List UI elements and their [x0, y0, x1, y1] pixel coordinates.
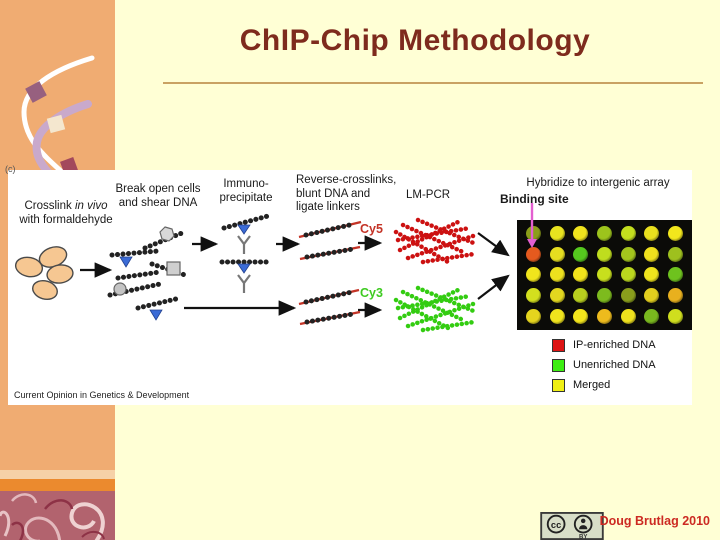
- legend-swatch: [552, 339, 565, 352]
- step1-italic-text: in vivo: [74, 200, 108, 212]
- array-spot: [621, 267, 636, 282]
- array-spot: [597, 309, 612, 324]
- sidebar-light-band: [0, 470, 115, 479]
- legend-row: [552, 355, 656, 375]
- array-spot: [550, 309, 565, 324]
- array-spot: [644, 226, 659, 241]
- array-spot: [550, 267, 565, 282]
- array-spot: [550, 288, 565, 303]
- title-underline: [163, 82, 703, 84]
- array-spot: [597, 247, 612, 262]
- array-spot: [526, 288, 541, 303]
- array-spot: [644, 267, 659, 282]
- legend-label: IP-enriched DNA: [573, 339, 656, 351]
- step3-line1: Immuno-: [223, 178, 269, 190]
- legend-swatch: [552, 379, 565, 392]
- panel-letter-label: (c): [5, 164, 16, 174]
- step2-line1: Break open cells: [115, 183, 201, 195]
- step1-line2: with formaldehyde: [19, 213, 113, 226]
- step2-line2: and shear DNA: [118, 196, 198, 209]
- array-spot: [621, 288, 636, 303]
- sidebar-decoration: [0, 0, 115, 175]
- legend-row: [552, 335, 656, 355]
- array-spot: [668, 247, 683, 262]
- array-spot: [621, 226, 636, 241]
- array-spot: [573, 288, 588, 303]
- array-spot: [668, 267, 683, 282]
- arrow-cy3-to-array: [478, 276, 508, 299]
- cc-by-license-badge[interactable]: [538, 512, 606, 540]
- array-spot: [644, 247, 659, 262]
- legend-swatch: [552, 359, 565, 372]
- ip-complexes: [222, 216, 270, 293]
- microarray-grid: [517, 220, 692, 330]
- array-spot: [621, 247, 636, 262]
- figure-panel: [5, 164, 692, 405]
- array-spot: [550, 247, 565, 262]
- array-spot: [668, 309, 683, 324]
- cc-text: cc: [550, 519, 562, 530]
- array-spot: [573, 226, 588, 241]
- author-credit: Doug Brutlag 2010: [599, 514, 710, 528]
- step1-text: Crosslink: [24, 200, 75, 212]
- lmpcr-label: LM-PCR: [406, 189, 451, 201]
- array-spot: [550, 226, 565, 241]
- step-reverse-crosslink-label: [296, 174, 406, 215]
- step-shear-label: [108, 183, 208, 210]
- binding-site-label: Binding site: [500, 192, 569, 206]
- legend-label: Merged: [573, 379, 611, 391]
- array-spot: [644, 309, 659, 324]
- array-spot: [597, 267, 612, 282]
- array-spot: [644, 288, 659, 303]
- sidebar-swirl-pattern: [0, 491, 115, 540]
- step4-line3: ligate linkers: [296, 201, 360, 214]
- array-legend: [552, 335, 656, 395]
- array-spot: [573, 267, 588, 282]
- array-spot: [621, 309, 636, 324]
- legend-row: [552, 375, 656, 395]
- array-spot: [668, 288, 683, 303]
- legend-label: Unenriched DNA: [573, 359, 656, 371]
- journal-attribution: Current Opinion in Genetics & Development: [14, 390, 190, 401]
- cell-blobs: [14, 243, 74, 302]
- array-spot: [573, 309, 588, 324]
- step3-line2: precipitate: [219, 191, 273, 204]
- cy5-label: Cy5: [360, 222, 383, 236]
- linkered-fragments-top: [299, 222, 361, 259]
- sheared-chromatin: [110, 227, 188, 320]
- arrow-cy5-to-array: [478, 233, 508, 255]
- array-spot: [597, 226, 612, 241]
- cy3-label: Cy3: [360, 286, 383, 300]
- hybridize-label: Hybridize to intergenic array: [526, 177, 670, 189]
- step-immunoprecipitate-label: [206, 178, 286, 205]
- slide-title: ChIP-Chip Methodology: [239, 24, 591, 57]
- cy5-amplified-dna: [396, 220, 476, 262]
- step4-line1: Reverse-crosslinks,: [296, 174, 397, 186]
- cy3-amplified-dna: [396, 288, 476, 330]
- array-spot: [597, 288, 612, 303]
- step-crosslink-label: [12, 200, 120, 227]
- array-spot: [668, 226, 683, 241]
- array-spot: [573, 247, 588, 262]
- step4-line2: blunt DNA and: [296, 187, 371, 200]
- array-spot: [526, 267, 541, 282]
- binding-site-arrow: [524, 202, 540, 250]
- array-spot: [526, 309, 541, 324]
- by-text: BY: [578, 534, 588, 540]
- linkered-fragments-bottom: [299, 290, 360, 324]
- sidebar-orange-band: [0, 479, 115, 491]
